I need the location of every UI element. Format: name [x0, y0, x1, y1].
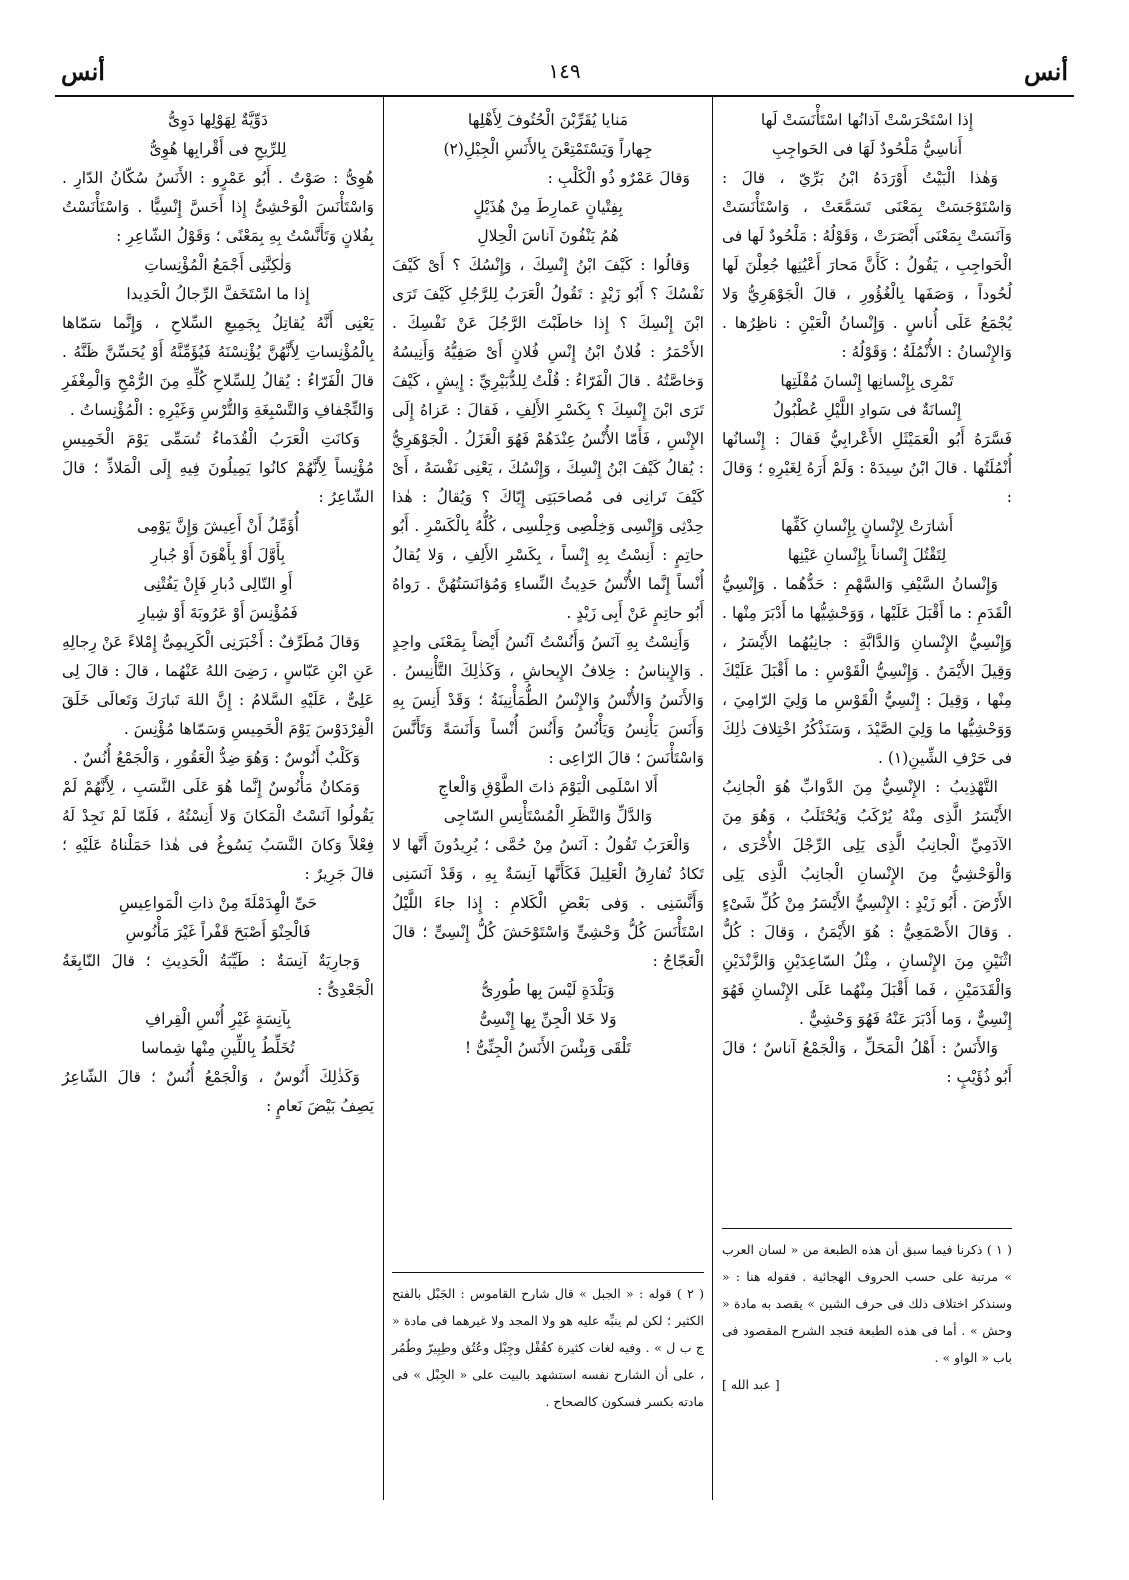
verse-line: بِآنِسَةٍ غَيْرِ أُنْسِ الْقِرافِ [145, 1010, 291, 1028]
column-divider-left [383, 95, 384, 1500]
footnote-right [722, 1236, 1012, 1398]
verse-line: أَلا اسْلَمِى الْيَوْمَ ذاتَ الطَّوْقِ وَالْعاجِ [438, 778, 658, 796]
verse-line: هُمُ يَنْفُونَ آناسَ الْحِلالِ [477, 227, 619, 245]
paragraph: وَمَكانٌ مَأْنُوسٌ إِنَّما هُوَ عَلَى النَّسَبِ ، لِأَنَّهُمْ لَمْ يَقُولُوا آنَسْتُ الْمَكانَ وَلا أَنِسْتُهُ ، فَلَمّا لَمْ نَجِدْ لَهُ فِعْلاً وَكانَ النَّسَبُ يَسُوغُ فى هٰذا حَمَلْناهُ عَلَيْهِ ؛ قالَ جَرِيرٌ : [62, 778, 374, 883]
verse-line: أَناسِيُّ مَلْحُودٌ لَهَا فى الحَواجِبِ [771, 140, 963, 158]
paragraph: وَقالَ عَمْرٌو ذُو الْكَلْبِ : [547, 169, 690, 187]
verse-line: إِنْسانَةٌ فى سَوادِ اللَّيْلِ عُطْبُولُ [772, 401, 962, 419]
verse-line: تَمْرِى بِإِنْسانِها إِنْسانَ مُقْلَتِها [780, 372, 954, 390]
verse-line: لِلرِّيحِ فى أَقْرابِها هُوِىُّ [149, 140, 287, 158]
verse-line: بِفِتْيانٍ عَمارِطَ مِنْ هُذَيْلٍ [473, 198, 623, 216]
footnote-middle [392, 1280, 704, 1415]
verse-line: فَمُؤْنِسَ أَوْ عَرُوبَةَ أَوْ شِيارِ [138, 604, 298, 622]
paragraph: وَقالَ مُطَرِّفٌ : أَخْبَرَنِى الْكَرِيمِىُّ إِمْلاءً عَنْ رِجالِهِ عَنِ ابْنِ عَبّاسٍ ، رَضِىَ اللهُ عَنْهُما ، قالَ : قالَ لِى عَلِىٌّ ، عَلَيْهِ السَّلامُ : إِنَّ اللهَ تَبارَكَ وَتَعالَى خَلَقَ الْفِرْدَوْسَ يَوْمَ الْخَمِيسِ وَسَمّاها مُؤْنِسَ . [62, 633, 374, 738]
footnote-rule-right [722, 1228, 1012, 1229]
paragraph: وَهٰذا الْبَيْتُ أَوْرَدَهُ ابْنُ بَرِّيّ ، قالَ : وَاسْتَوْجَسَتْ بِمَعْنَى تَسَمَّعَتْ ، وَاسْتَأْنَسَتْ وَآنَسَتْ بِمَعْنَى أَبْصَرَتْ ، وَقَوْلُهُ : مَلْحُودٌ لَها فى الْحَواجِبِ ، يَقُولُ : كَأَنَّ مَحارَ أَعْيُنِها جُعِلْنَ لَها لُحُوداً ، وَصَفَها بِالْغُؤُورِ ، قالَ الْجَوْهَرِيُّ وَلا يُجْمَعُ عَلَى أُناسٍ . وَإِنْسانُ الْعَيْنِ : ناظِرُها . وَالإِنْسانُ : الأُنْمُلَةُ ؛ وَقَوْلُهُ : [722, 169, 1012, 361]
paragraph: وَقالُوا : كَيْفَ ابْنُ إِنْسِكَ ، وَإِنْسُكَ ؟ أَىْ كَيْفَ نَفْسُكَ ؟ أَبُو زَيْدٍ : تَقُولُ الْعَرَبُ لِلرَّجُلِ كَيْفَ تَرَى ابْنَ إِنْسِكَ ؟ إِذا خاطَبْتَ الرَّجُلَ عَنْ نَفْسِكَ . الأَحْمَرُ : فُلانٌ ابْنُ إِنْسِ فُلانٍ أَىْ صَفِيُّهُ وَأَنِيسُهُ وَخاصَّتُهُ . قالَ الْفَرّاءُ : قُلْتُ لِلدُّبَيْرِيِّ : إِيشٍ ، كَيْفَ تَرَى ابْنَ إِنْسِكَ ؟ بِكَسْرِ الأَلِفِ ، فَقالَ : عَزاهُ إِلَى الإِنْسِ ، فَأَمّا الأُنْسُ عِنْدَهُمْ فَهُوَ الْغَزَلُ . الْجَوْهَرِيُّ : يُقالُ كَيْفَ ابْنُ إِنْسِكَ ، وَإِنْسُكَ ، يَعْنِى نَفْسَهُ ، أَىْ كَيْفَ تَرانِى فى مُصاحَبَتِى إِيّاكَ ؟ وَيُقالُ : هٰذا حِدْثِى وَإِنْسِى وَخِلْصِى وَجِلْسِى ، كُلُّهُ بِالْكَسْرِ . أَبُو حاتِمٍ : أَنِسْتُ بِهِ إِنْساً ، بِكَسْرِ الأَلِفِ ، وَلا يُقالُ أُنْساً إِنَّما الأُنْسُ حَدِيثُ النِّساءِ وَمُؤانَسَتُهُنَّ . رَواهُ أَبُو حاتِمٍ عَنْ أَبِى زَيْدٍ . [392, 256, 704, 622]
headword-left: أنس [61, 57, 105, 86]
verse-line: وَالدَّلِّ وَالنَّظَرِ الْمُسْتَأْنِسِ السّاجِى [443, 807, 653, 825]
column-right [722, 106, 1012, 1092]
verse-line: وَلٰكِنَّنِى أَجْمَعُ الْمُؤْنِساتِ [144, 256, 292, 274]
column-left [62, 106, 374, 1121]
paragraph: التَّهْذِيبُ : الإِنْسِيُّ مِنَ الدَّوابِّ هُوَ الْجانِبُ الأَيْسَرُ الَّذِى مِنْهُ يُرْكَبُ وَيُحْتَلَبُ ، وَهُوَ مِنَ الآدَمِيِّ الْجانِبُ الَّذِى يَلِى الرِّجْلَ الأُخْرَى ، وَالْوَحْشِيُّ مِنَ الإِنْسانِ الْجانِبُ الَّذِى يَلِى الأَرْضَ . أَبُو زَيْدٍ : الإِنْسِيُّ الأَيْسَرُ مِنْ كُلِّ شَىْءٍ . وَقالَ الأَصْمَعِيُّ : هُوَ الأَيْمَنُ ، وَقالَ : كُلُّ اثْنَيْنِ مِنَ الإِنْسانِ ، مِثْلُ السّاعِدَيْنِ وَالزَّنْدَيْنِ وَالْقَدَمَيْنِ ، فَما أَقْبَلَ مِنْهُما عَلَى الإِنْسانِ فَهُوَ إِنْسِيٌّ ، وَما أَدْبَرَ عَنْهُ فَهُوَ وَحْشِيٌّ . [722, 778, 1012, 1028]
footnote-rule-middle [392, 1272, 704, 1273]
verse-line: تُخَلِّطُ بِاللِّينِ مِنْها شِماسا [141, 1039, 295, 1057]
verse-line: مَنايا يُقَرِّبْنَ الْحُتُوفَ لِأَهْلِها [467, 111, 629, 129]
page-header [55, 55, 1074, 95]
header-rule [55, 95, 1074, 97]
verse-line: دَوِّيَّةٌ لِهَوْلِها دَوِىُّ [168, 111, 268, 129]
headword-right: أنس [1024, 57, 1068, 86]
verse-line: وَبَلْدَةٍ لَيْسَ بِها طُورِىُّ [481, 981, 615, 999]
paragraph: وَكَلْبٌ أَنُوسٌ : وَهُوَ ضِدُّ الْعَقُورِ ، وَالْجَمْعُ أُنُسٌ . [72, 749, 360, 767]
column-middle [392, 106, 704, 1063]
paragraph: وَكَذٰلِكَ أَنُوسٌ ، وَالْجَمْعُ أُنُسٌ ؛ قالَ الشّاعِرُ يَصِفُ بَيْضَ نَعامٍ : [62, 1068, 374, 1115]
paragraph: يَعْنِى أَنَّهُ يُقاتِلُ بِجَمِيعِ السِّلاحِ ، وَإِنَّما سَمّاها بِالْمُؤْنِساتِ لِأَنَّهُنَّ يُؤْنِسْنَهُ فَيُؤَمِّنَّهُ أَوْ يُحَسِّنَّ ظَنَّهُ . قالَ الْفَرّاءُ : يُقالُ لِلسِّلاحِ كُلِّهِ مِنَ الرُّمْحِ وَالْمِغْفَرِ وَالتِّجْفافِ وَالتَّسْبِغَةِ وَالتُّرْسِ وَغَيْرِهِ : الْمُؤْنِساتُ . [62, 314, 374, 419]
verse-line: أَشارَتْ لِإِنْسانٍ بِإِنْسانِ كَفِّها [780, 517, 954, 535]
column-divider-right [712, 95, 713, 1500]
footnote-signature: [ عبد الله ] [722, 1377, 780, 1392]
paragraph: وَإِنْسانُ السَّيْفِ وَالسَّهْمِ : حَدُّهُما . وَإِنْسِيُّ الْقَدَمِ : ما أَقْبَلَ عَلَيْها ، وَوَحْشِيُّها ما أَدْبَرَ مِنْها . وَإِنْسِيُّ الإِنْسانِ وَالدَّابَّةِ : جانِبُهُما الأَيْسَرُ ، وَقِيلَ الأَيْمَنُ . وَإِنْسِيُّ الْقَوْسِ : ما أَقْبَلَ عَلَيْكَ مِنْها ، وَقِيلَ : إِنْسِيُّ الْقَوْسِ ما وَلِيَ الرّامِيَ ، وَوَحْشِيُّها ما وَلِيَ الصَّيْدَ ، وَسَنَذْكُرُ اخْتِلافَ ذٰلِكَ فى حَرْفِ الشِّينِ(١) . [722, 575, 1012, 767]
verse-line: فَالْحِنْوَ أَصْبَحَ قَفْراً غَيْرَ مَأْنُوسِ [125, 923, 311, 941]
paragraph: هُوِىُّ : صَوْتٌ . أَبُو عَمْرٍو : الأَنَسُ سُكّانُ الدّارِ . وَاسْتَأْنَسَ الْوَحْشِىُّ إِذا أَحَسَّ إِنْسِيًّا . وَاسْتَأْنَسْتُ بِفُلانٍ وَتَأَنَّسْتُ بِهِ بِمَعْنًى ؛ وَقَوْلُ الشّاعِرِ : [62, 169, 374, 245]
footnote-text: ( ١ ) ذكرنا فيما سبق أن هذه الطبعة من « لسان العرب » مرتبة على حسب الحروف الهجائية . فقوله هنا : « وسنذكر اختلاف ذلك فى حرف الشين » يقصد به مادة « وحش » . أما فى هذه الطبعة فتجد الشرح المقصود فى باب « الواو » . [722, 1242, 1012, 1365]
paragraph: وَكانَتِ الْعَرَبُ الْقُدَماءُ تُسَمِّى يَوْمَ الْخَمِيسِ مُؤْنِساً لِأَنَّهُمْ كانُوا يَمِيلُونَ فِيهِ إِلَى الْمَلاذِّ ؛ قالَ الشّاعِرُ : [62, 430, 374, 506]
verse-line: حَىِّ الْهِدَمْلَةَ مِنْ ذاتِ الْمَواعِيسِ [118, 894, 318, 912]
verse-line: إِذا ما اسْتَخَفَّ الرِّجالُ الْحَدِيدا [126, 285, 310, 303]
paragraph: وَجارِيَةٌ آنِسَةٌ : طَيِّبَةُ الْحَدِيثِ ؛ قالَ النّابِغَةُ الْجَعْدِىُّ : [62, 952, 374, 999]
verse-line: أَوِ التّالِى دُبارِ فَإِنْ يَفُتْنِى [143, 575, 293, 593]
footnote-text: ( ٢ ) قوله : « الجبل » قال شارح القاموس : الجَبْل بالفتح الكثير ؛ لكن لم ينبِّه عليه هو ولا المجد ولا غيرهما فى مادة « ج ب ل » . وفيه لغات كثيرة كقُفْل وجِبْل وعُتُق وطِبِيرّ وطُمُر ، على أن الشارح نفسه استشهد بالبيت على « الجِبْل » فى مادته بكسر فسكون كالصحاح . [392, 1286, 704, 1409]
verse-line: بِأَوَّلَ أَوْ بِأَهْوَنَ أَوْ جُبارِ [150, 546, 286, 564]
verse-line: وَلا خَلا الْجِنِّ بِها إِنْسِىُّ [479, 1010, 617, 1028]
verse-line: إِذا اسْتَحْرَسْتْ آذانُها اسْتَأْنَسَتْ لَها [760, 111, 974, 129]
paragraph: وَالأَنَسُ : أَهْلُ الْمَحَلِّ ، وَالْجَمْعُ آناسٌ ؛ قالَ أَبُو ذُؤَيْبٍ : [722, 1039, 1012, 1086]
verse-line: لِتَقْتُلَ إِنْساناً بِإِنْسانِ عَيْنِها [787, 546, 947, 564]
page-number: ١٤٩ [548, 59, 581, 83]
verse-line: أُؤَمِّلُ أَنْ أَعِيشَ وَإِنَّ يَوْمِى [137, 517, 299, 535]
paragraph: فَسَّرَهُ أَبُو الْعَمَيْثَلِ الأَعْرابِيُّ فَقالَ : إِنْسانُها أُنْمُلَتُها . قالَ ابْنُ سِيدَهْ : وَلَمْ أَرَهُ لِغَيْرِهِ ؛ وَقالَ : [722, 430, 1012, 506]
verse-line: تَلْقَى وَبِئْسَ الأَنَسُ الْجِنِّىُّ ! [464, 1039, 632, 1057]
verse-line: جِهاراً وَيَسْتَمْتِعْنَ بِالأَنَسِ الْجِبْلِ(٢) [443, 140, 653, 158]
paragraph: وَأَنِسْتُ بِهِ آنَسُ وَأَنُسْتُ آنُسُ أَيْضاً بِمَعْنَى واحِدٍ . وَالإِيناسُ : خِلافُ الإِيحاشِ ، وَكَذٰلِكَ التَّأْنِيسُ . وَالأَنَسُ وَالأُنْسُ وَالإِنْسُ الطُّمَأْنِينَةُ ؛ وَقَدْ أَنِسَ بِهِ وَأَنَسَ يَأْنِسُ وَيَأْنُسُ وَأَنُسَ أُنْساً وَأَنَسَةً وَتَأَنَّسَ وَاسْتَأْنَسَ ؛ قالَ الرّاعِى : [392, 633, 704, 767]
paragraph: وَالْعَرَبُ تَقُولُ : آنَسُ مِنْ حُمَّى ؛ يُرِيدُونَ أَنَّها لا تَكادُ تُفارِقُ الْعَلِيلَ فَكَأَنَّها آنِسَةٌ بِهِ ، وَقَدْ آنَسَنِى وَأَنَّسَنِى . وَفى بَعْضِ الْكَلامِ : إِذا جاءَ اللَّيْلُ اسْتَأْنَسَ كُلُّ وَحْشِىٍّ وَاسْتَوْحَشَ كُلُّ إِنْسِىٍّ ؛ قالَ الْعَجّاجُ : [392, 836, 704, 970]
